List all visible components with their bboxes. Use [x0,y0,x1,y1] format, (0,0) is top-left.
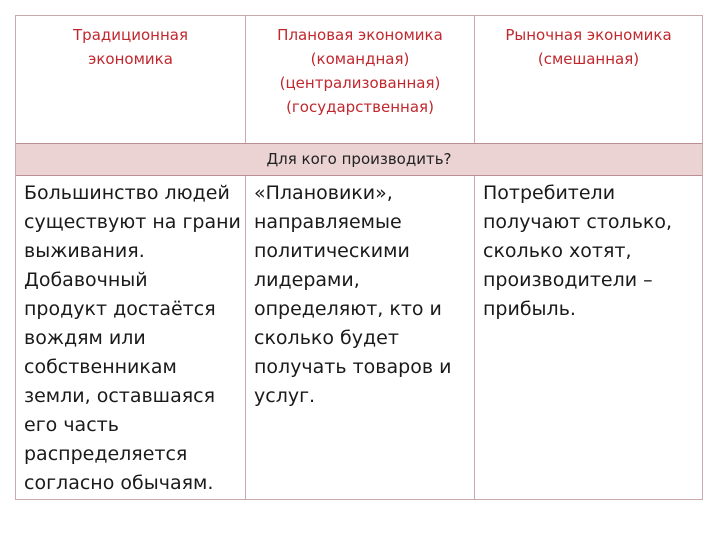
cell-market-economy: Потребители получают столько, сколько хотят, производители – прибыль. [483,182,673,320]
divider-body-1 [245,176,246,500]
header-market-economy: Рыночная экономика (смешанная) [505,26,672,68]
cell-traditional-economy: Большинство людей существуют на грани выживания. Добавочный продукт достаётся вождям или собственникам земли, оставшаяся его часть распределяется согласно обычаям. [24,182,241,494]
cell-planned-economy: «Плановики», направляемые политическими лидерами, определяют, кто и сколько будет получать товаров и услуг. [254,182,452,407]
divider-body-2 [474,176,475,500]
question-label: Для кого производить? [266,150,452,168]
header-planned-economy: Плановая экономика (командная) (централизованная) (государственная) [277,26,443,116]
header-traditional-economy: Традиционная экономика [73,26,188,68]
